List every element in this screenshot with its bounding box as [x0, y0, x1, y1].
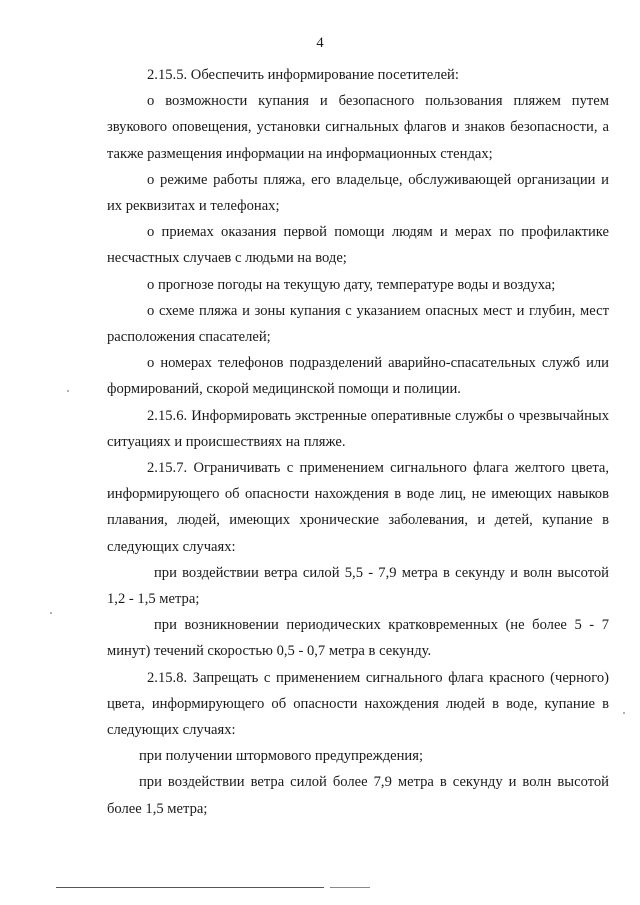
scan-speck	[623, 712, 625, 714]
paragraph-2-15-5: 2.15.5. Обеспечить информирование посетителей:	[147, 67, 459, 83]
list-item-storm-warning: при получении штормового предупреждения;	[139, 748, 424, 765]
list-item-beach-scheme: о схеме пляжа и зоны купания с указанием опасных мест и глубин, мест расположения спасателей;	[107, 302, 609, 346]
list-item-weather-forecast: о прогнозе погоды на текущую дату, температуре воды и воздуха;	[147, 276, 556, 293]
paragraph-2-15-8: 2.15.8. Запрещать с применением сигнального флага красного (черного) цвета, информирующего об опасности нахождения людей в воде, купание в следующих случаях:	[107, 669, 609, 739]
scan-speck	[67, 390, 69, 392]
scan-speck	[50, 612, 52, 614]
list-item-wind-7-9: при воздействии ветра силой более 7,9 метра в секунду и волн высотой более 1,5 метра;	[107, 774, 609, 817]
list-item-beach-schedule: о режиме работы пляжа, его владельце, обслуживающей организации и их реквизитах и телефонах;	[107, 171, 609, 215]
list-item-bathing-possibility: о возможности купания и безопасного пользования пляжем путем звукового оповещения, установки сигнальных флагов и знаков безопасности, а также размещения информации на информационных стендах;	[107, 93, 609, 162]
footer-rule-fragment	[330, 887, 370, 888]
list-item-wind-5-5: при воздействии ветра силой 5,5 - 7,9 метра в секунду и волн высотой 1,2 - 1,5 метра;	[107, 564, 609, 608]
page-number: 4	[316, 35, 324, 51]
list-item-emergency-phones: о номерах телефонов подразделений аварийно-спасательных служб или формирований, скорой медицинской помощи и полиции.	[107, 355, 609, 398]
paragraph-2-15-6: 2.15.6. Информировать экстренные оперативные службы о чрезвычайных ситуациях и происшествиях на пляже.	[107, 407, 609, 450]
document-body	[107, 62, 609, 822]
paragraph-2-15-7: 2.15.7. Ограничивать с применением сигнального флага желтого цвета, информирующего об опасности нахождения в воде лиц, не имеющих навыков плавания, людей, имеющих хронические заболевания, и детей, купание в следующих случаях:	[107, 460, 609, 555]
footer-rule	[56, 887, 324, 888]
list-item-first-aid: о приемах оказания первой помощи людям и мерах по профилактике несчастных случаев с людьми на воде;	[107, 224, 609, 267]
list-item-currents: при возникновении периодических кратковременных (не более 5 - 7 минут) течений скоростью 0,5 - 0,7 метра в секунду.	[107, 617, 609, 660]
